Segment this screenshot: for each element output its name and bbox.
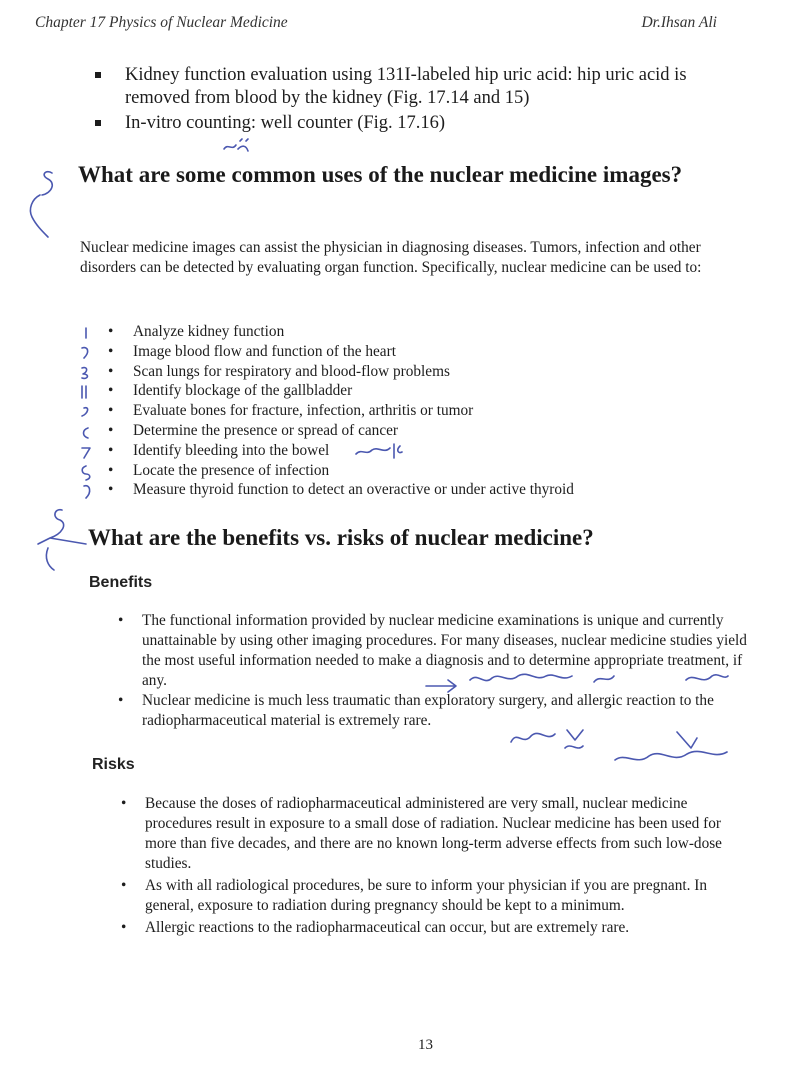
running-header-author: Dr.Ihsan Ali xyxy=(641,14,717,31)
handwritten-margin-mark-2 xyxy=(32,504,92,574)
top-bullet-list xyxy=(93,64,753,137)
running-header-chapter: Chapter 17 Physics of Nuclear Medicine xyxy=(35,14,288,31)
list-item: • Image blood flow and function of the heart xyxy=(108,342,708,362)
list-item: In-vitro counting: well counter (Fig. 17.16) xyxy=(93,112,753,135)
handwritten-numbering-marks xyxy=(72,322,100,504)
section-heading-benefits-risks: What are the benefits vs. risks of nuclear medicine? xyxy=(88,525,594,550)
list-item: • Nuclear medicine is much less traumatic than exploratory surgery, and allergic reaction to the radiopharmaceutical material is extremely rare. xyxy=(118,691,748,731)
handwritten-arabic-note-top xyxy=(222,137,252,157)
list-item: • Identify blockage of the gallbladder xyxy=(108,381,708,401)
subheading-benefits: Benefits xyxy=(89,574,153,591)
intro-paragraph: Nuclear medicine images can assist the physician in diagnosing diseases. Tumors, infection and other disorders can be detected by evaluating organ function. Specifically, nuclear medicine can be used to: xyxy=(80,239,702,276)
uses-list xyxy=(108,322,708,500)
list-item: • Allergic reactions to the radiopharmaceutical can occur, but are extremely rare. xyxy=(121,918,746,938)
list-item: • Scan lungs for respiratory and blood-flow problems xyxy=(108,362,708,382)
handwritten-arrow-annotation xyxy=(422,664,732,694)
list-item: • Measure thyroid function to detect an overactive or under active thyroid xyxy=(108,480,708,500)
subheading-risks: Risks xyxy=(92,756,135,773)
list-item: • The functional information provided by nuclear medicine examinations is unique and currently unattainable by using other imaging procedures. For many diseases, nuclear medicine studies yield the most useful information needed to make a diagnosis and to determine appropriate treatment, if any. xyxy=(118,611,748,691)
list-item: • Determine the presence or spread of cancer xyxy=(108,421,708,441)
handwritten-margin-mark-1 xyxy=(18,165,68,245)
risks-list xyxy=(121,794,746,940)
list-item: • Because the doses of radiopharmaceutical administered are very small, nuclear medicine procedures result in exposure to a small dose of radiation. Nuclear medicine has been used for more than five decades, and there are no known long-term adverse effects from such low-dose studies. xyxy=(121,794,746,874)
section-heading-uses: What are some common uses of the nuclear medicine images? xyxy=(78,162,683,187)
handwritten-arabic-note-benefits xyxy=(505,712,745,772)
list-item: Kidney function evaluation using 131I-labeled hip uric acid: hip uric acid is removed from blood by the kidney (Fig. 17.14 and 15) xyxy=(93,64,753,110)
list-item: • Locate the presence of infection xyxy=(108,461,708,481)
list-item: • As with all radiological procedures, be sure to inform your physician if you are pregnant. In general, exposure to radiation during pregnancy should be kept to a minimum. xyxy=(121,876,746,916)
list-item: • Identify bleeding into the bowel xyxy=(108,441,708,461)
handwritten-arabic-note-bowel xyxy=(354,440,404,462)
list-item: • Analyze kidney function xyxy=(108,322,708,342)
page-number: 13 xyxy=(418,1037,433,1053)
list-item: • Evaluate bones for fracture, infection, arthritis or tumor xyxy=(108,401,708,421)
